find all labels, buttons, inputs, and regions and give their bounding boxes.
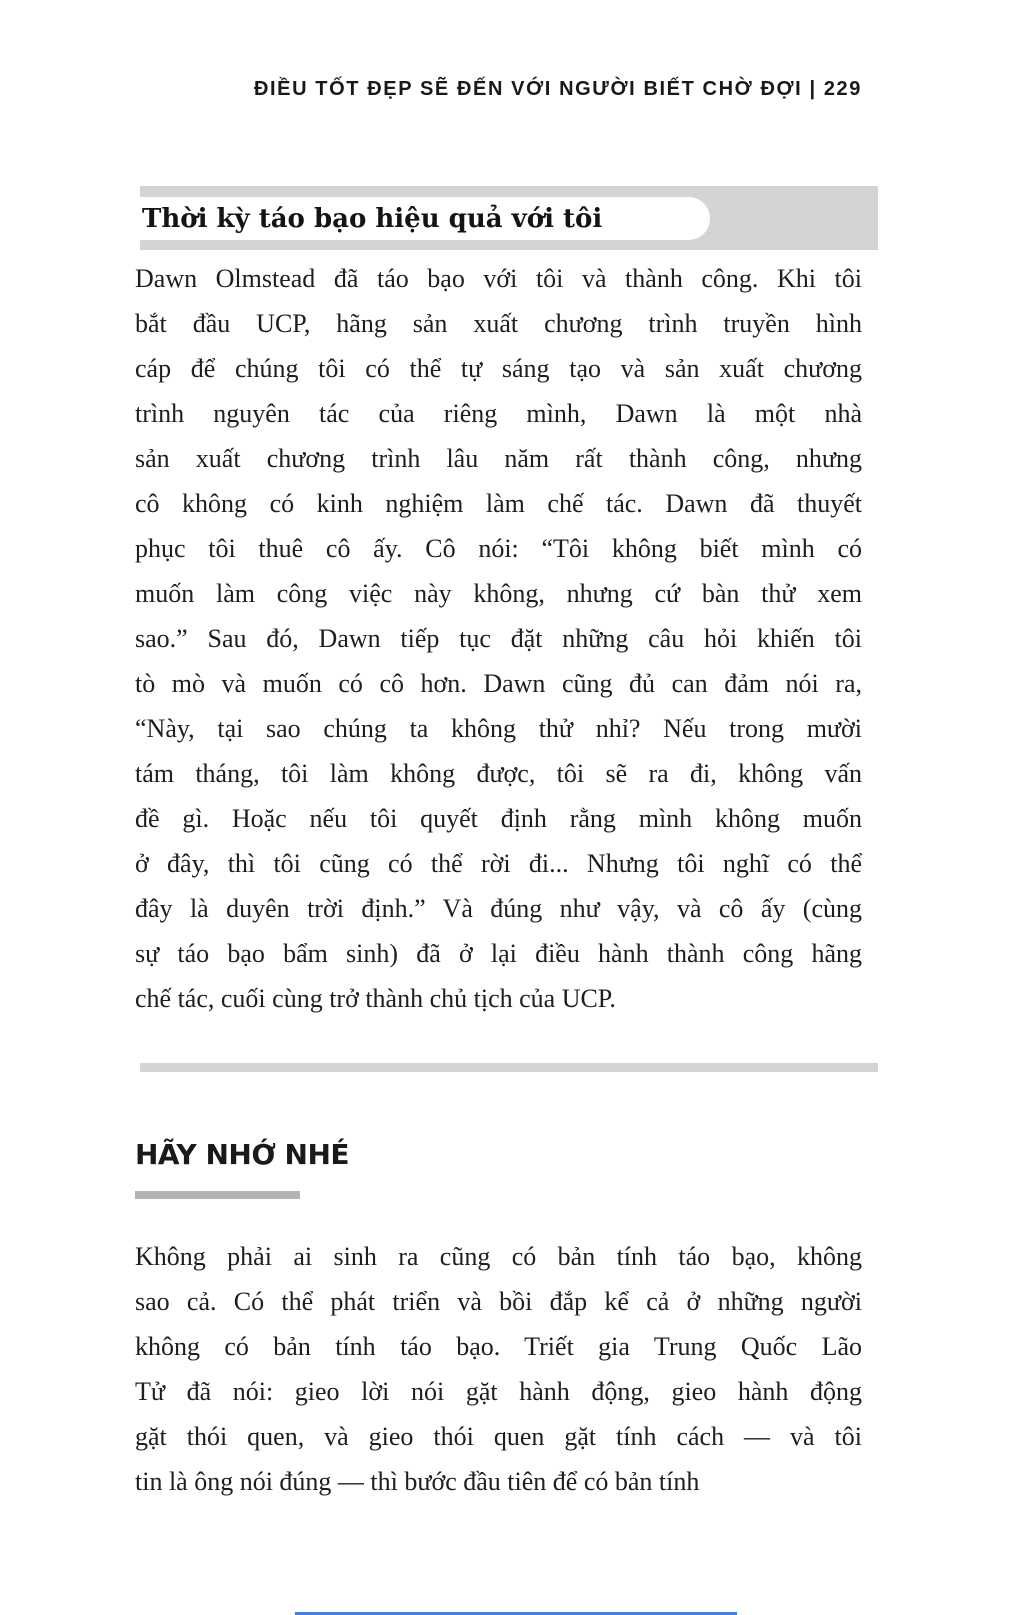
text-line: sao cả. Có thể phát triển và bồi đắp kể cả ở những người xyxy=(135,1287,862,1316)
text-line: đề gì. Hoặc nếu tôi quyết định rằng mình không muốn xyxy=(135,804,862,833)
section-divider xyxy=(140,1063,878,1072)
section-title-pill xyxy=(128,197,710,240)
section-title: Thời kỳ táo bạo hiệu quả với tôi xyxy=(142,203,603,234)
text-line: sao.” Sau đó, Dawn tiếp tục đặt những câu hỏi khiến tôi xyxy=(135,624,862,653)
paragraph-remember xyxy=(135,1234,862,1504)
text-line: muốn làm công việc này không, nhưng cứ bàn thử xem xyxy=(135,579,862,608)
text-line: tám tháng, tôi làm không được, tôi sẽ ra đi, không vấn xyxy=(135,759,862,788)
section-title-band xyxy=(140,186,878,250)
text-line: cáp để chúng tôi có thể tự sáng tạo và sản xuất chương xyxy=(135,354,862,383)
text-line: Dawn Olmstead đã táo bạo với tôi và thành công. Khi tôi xyxy=(135,264,862,293)
text-line: tin là ông nói đúng — thì bước đầu tiên để có bản tính xyxy=(135,1467,700,1496)
text-line: “Này, tại sao chúng ta không thử nhỉ? Nếu trong mười xyxy=(135,714,862,743)
text-line: phục tôi thuê cô ấy. Cô nói: “Tôi không biết mình có xyxy=(135,534,862,563)
text-line: Tử đã nói: gieo lời nói gặt hành động, gieo hành động xyxy=(135,1377,862,1406)
text-line: sản xuất chương trình lâu năm rất thành công, nhưng xyxy=(135,444,862,473)
text-line: trình nguyên tác của riêng mình, Dawn là một nhà xyxy=(135,399,862,428)
text-line: cô không có kinh nghiệm làm chế tác. Dawn đã thuyết xyxy=(135,489,862,518)
page-header-running-title: ĐIỀU TỐT ĐẸP SẼ ĐẾN VỚI NGƯỜI BIẾT CHỜ ĐỢI | 229 xyxy=(253,78,862,100)
paragraph-anecdote xyxy=(135,256,862,1021)
remember-heading: HÃY NHỚ NHÉ xyxy=(135,1138,350,1171)
text-line: sự táo bạo bẩm sinh) đã ở lại điều hành thành công hãng xyxy=(135,939,862,968)
text-line: tò mò và muốn có cô hơn. Dawn cũng đủ can đảm nói ra, xyxy=(135,669,862,698)
remember-heading-underline xyxy=(135,1191,300,1199)
text-line: ở đây, thì tôi cũng có thể rời đi... Nhưng tôi nghĩ có thể xyxy=(135,849,862,878)
text-line: không có bản tính táo bạo. Triết gia Trung Quốc Lão xyxy=(135,1332,862,1361)
text-line: đây là duyên trời định.” Và đúng như vậy, và cô ấy (cùng xyxy=(135,894,862,923)
text-line: chế tác, cuối cùng trở thành chủ tịch của UCP. xyxy=(135,984,616,1013)
text-line: gặt thói quen, và gieo thói quen gặt tính cách — và tôi xyxy=(135,1422,862,1451)
text-line: Không phải ai sinh ra cũng có bản tính táo bạo, không xyxy=(135,1242,862,1271)
text-line: bắt đầu UCP, hãng sản xuất chương trình truyền hình xyxy=(135,309,862,338)
